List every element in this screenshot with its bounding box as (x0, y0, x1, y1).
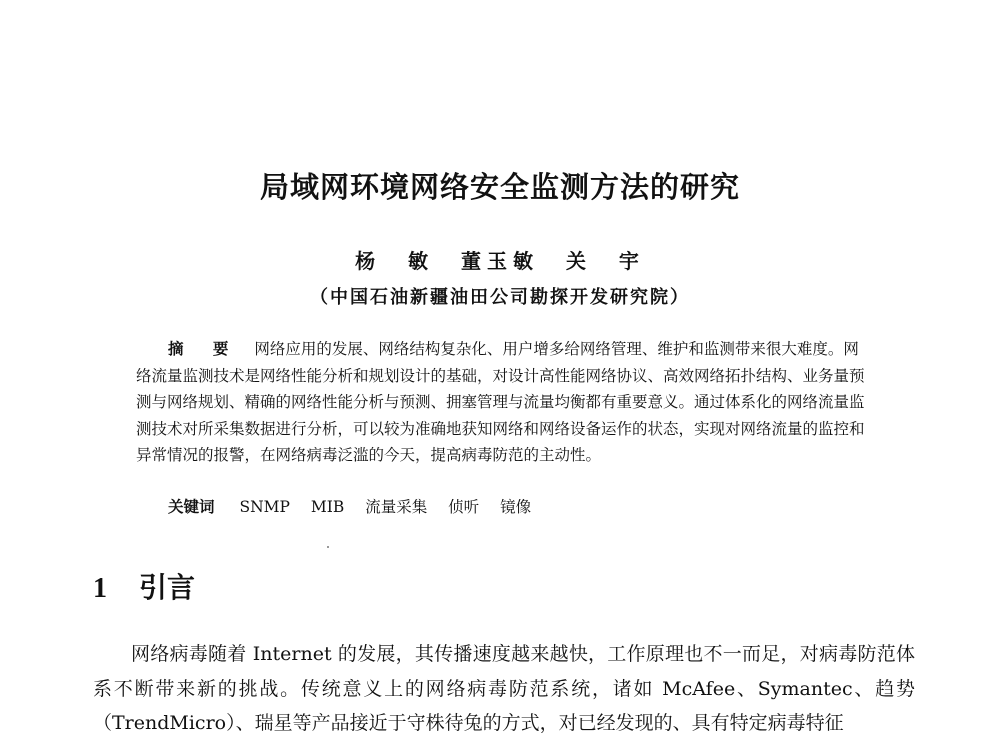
abstract-text: 网络应用的发展、网络结构复杂化、用户增多给网络管理、维护和监测带来很大难度。网络流量监测技术是网络性能分析和规划设计的基础，对设计高性能网络协议、高效网络拓扑结构、业务量预测与网络规划、精确的网络性能分析与预测、拥塞管理与流量均衡都有重要意义。通过体系化的网络流量监测技术对所采集数据进行分析，可以较为准确地获知网络和网络设备运作的状态，实现对网络流量的监控和异常情况的报警，在网络病毒泛滥的今天，提高病毒防范的主动性。 (136, 340, 865, 464)
author-name: 关 宇 (565, 249, 645, 273)
keyword: 流量采集 (365, 498, 428, 516)
author-name: 董玉敏 (461, 249, 539, 273)
paper-title: 局域网环境网络安全监测方法的研究 (259, 170, 740, 204)
body-paragraph: 网络病毒随着 Internet 的发展，其传播速度越来越快，工作原理也不一而足，对病毒防范体系不断带来新的挑战。传统意义上的网络病毒防范系统，诸如 McAfee、Symantec、趋势（TrendMicro）、瑞星等产品接近于守株待兔的方式，对已经发现的、具有特定病毒特征 (93, 643, 915, 733)
abstract-label: 摘 要 (168, 340, 241, 358)
section-title: 引言 (139, 571, 196, 604)
author-list (0, 245, 1000, 274)
author-affiliation: （中国石油新疆油田公司勘探开发研究院） (310, 287, 690, 308)
keywords-label: 关键词 (168, 498, 215, 516)
keyword: SNMP (239, 498, 290, 516)
author-name: 杨 敏 (355, 249, 435, 273)
section-number: 1 (93, 573, 107, 604)
keyword: 侦听 (448, 498, 480, 516)
keyword: 镜像 (500, 498, 532, 516)
keyword: MIB (310, 498, 345, 516)
abstract (136, 336, 866, 469)
scan-speck (327, 546, 329, 548)
keywords (168, 494, 547, 520)
section-heading (93, 566, 195, 606)
